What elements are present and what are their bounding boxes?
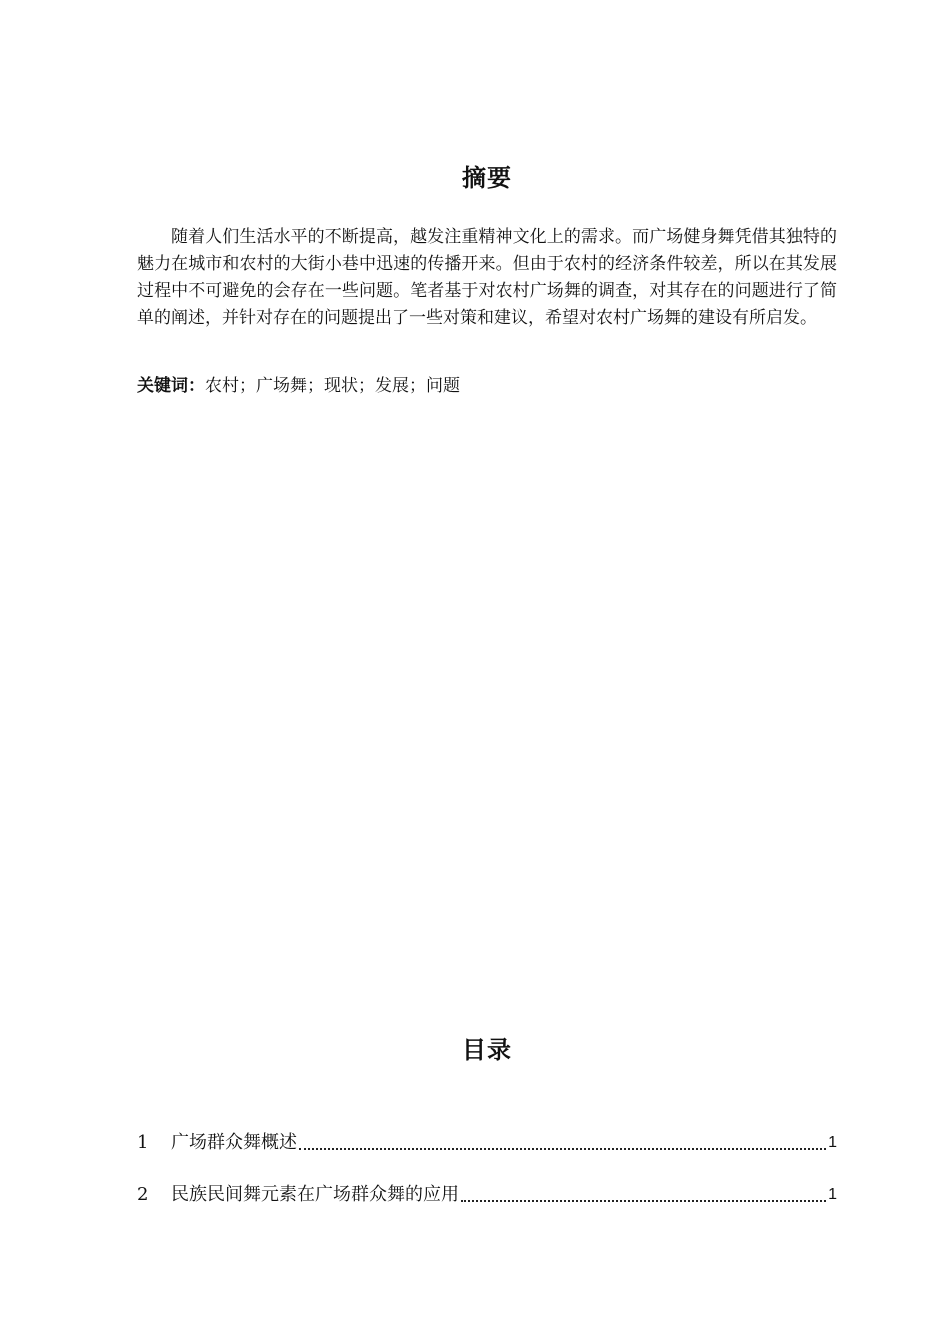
toc-dot-leader bbox=[461, 1200, 826, 1202]
toc-entry[interactable] bbox=[137, 1180, 837, 1210]
toc-dot-leader bbox=[299, 1148, 826, 1150]
toc-entry-page: 1 bbox=[828, 1134, 837, 1151]
keywords-text: 农村；广场舞；现状；发展；问题 bbox=[205, 376, 460, 396]
toc-entry-number: 1 bbox=[137, 1132, 149, 1153]
toc-entry[interactable] bbox=[137, 1128, 837, 1158]
toc-entry-title: 民族民间舞元素在广场群众舞的应用 bbox=[171, 1184, 459, 1205]
toc-title: 目录 bbox=[462, 1036, 512, 1064]
abstract-body: 随着人们生活水平的不断提高，越发注重精神文化上的需求。而广场健身舞凭借其独特的魅力在城市和农村的大街小巷中迅速的传播开来。但由于农村的经济条件较差，所以在其发展过程中不可避免的会存在一些问题。笔者基于对农村广场舞的调查，对其存在的问题进行了简单的阐述，并针对存在的问题提出了一些对策和建议，希望对农村广场舞的建设有所启发。 bbox=[137, 227, 837, 328]
keywords-label: 关键词： bbox=[137, 376, 205, 396]
toc-entry-title: 广场群众舞概述 bbox=[171, 1132, 297, 1153]
toc-entry-page: 1 bbox=[828, 1186, 837, 1203]
toc-entry-number: 2 bbox=[137, 1184, 149, 1205]
keywords-line bbox=[137, 373, 837, 400]
abstract-title: 摘要 bbox=[462, 164, 512, 192]
